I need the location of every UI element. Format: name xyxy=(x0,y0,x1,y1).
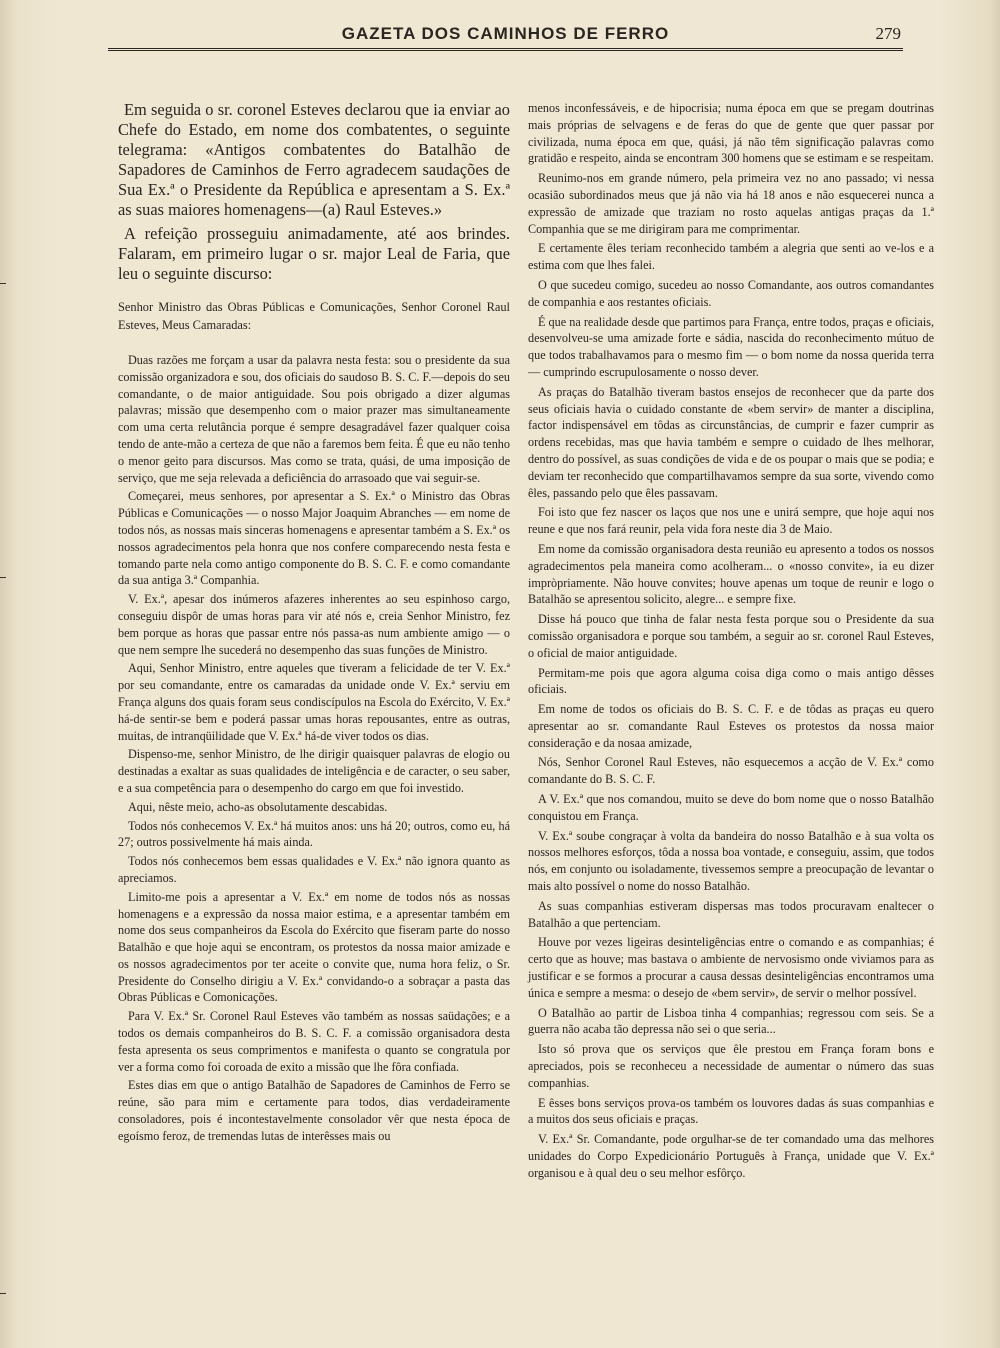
intro-paragraph: Em seguida o sr. coronel Esteves declarou que ia enviar ao Chefe do Estado, em nome dos combatentes, o seguinte telegrama: «Antigos combatentes do Batalhão de Sapadores de Caminhos de Ferro agradecem saudações de Sua Ex.ª o Presidente da República e apresentam a S. Ex.ª as suas maiores homenagens—(a) Raul Esteves.» xyxy=(118,100,510,219)
intro-paragraph: A refeição prosseguiu animadamente, até aos brindes. Falaram, em primeiro lugar o sr. major Leal de Faria, que leu o seguinte discurso: xyxy=(118,224,510,283)
body-paragraph: E êsses bons serviços prova-os também os louvores dadas ás suas companhias e a muitos dos seus oficiais e praças. xyxy=(528,1095,934,1127)
body-paragraph: Todos nós conhecemos bem essas qualidades e V. Ex.ª não ignora quanto as apreciamos. xyxy=(118,854,510,885)
body-paragraph: O que sucedeu comigo, sucedeu ao nosso Comandante, aos outros comandantes de companhia e aos restantes oficiais. xyxy=(528,277,934,309)
body-paragraph: Nós, Senhor Coronel Raul Esteves, não esquecemos a acção de V. Ex.ª como comandante do B. S. C. F. xyxy=(528,755,934,787)
body-paragraph: Reunimo-nos em grande número, pela primeira vez no ano passado; vi nessa ocasião subordinados meus que já não via há 18 anos e não esquecerei nunca a expressão de amizade que traziam no rosto aquelas antigas praças da 1.ª Companhia que se me dirigiram para me comprimentar. xyxy=(528,171,934,236)
body-paragraph: Permitam-me pois que agora alguma coisa diga como o mais antigo dêsses oficiais. xyxy=(528,665,934,697)
body-paragraph: Estes dias em que o antigo Batalhão de Sapadores de Caminhos de Ferro se reúne, são para mim e certamente para todos, dias verdadeiramente consoladores, pois é incontestavelmente consolador vêr que nesta época de egoísmo feroz, de tremendas lutas de interêsses mais ou xyxy=(118,1078,510,1143)
body-paragraph: menos inconfessáveis, e de hipocrisia; numa época em que se pregam doutrinas mais próprias de selvagens e de feras do que de gente que quer passar por civilizada, numa época em que, quási, já não têm significação palavras como gratidão e respeito, ainda se encontram 300 homens que se estimam e se respeitam. xyxy=(528,101,934,166)
body-paragraph: Para V. Ex.ª Sr. Coronel Raul Esteves vão também as nossas saüdações; e a todos os demais companheiros do B. S. C. F. a comissão organisadora desta festa apresenta os seus comprimentos e manifesta o quanto se congratula por ver a forma como foi coroada de exito a missão que lhe fôra confiada. xyxy=(118,1009,510,1074)
body-paragraph: Aqui, nêste meio, acho-as obsolutamente descabidas. xyxy=(128,799,388,814)
body-paragraph: Limito-me pois a apresentar a V. Ex.ª em nome de todos nós as nossas homenagens e a expressão da nossa maior estima, e a apresentar também em nome dos seus companheiros da Escola do Exército que fiseram parte do nosso Batalhão e que hoje aqui se encontram, os protestos da nossa maior amizade e os nossos agradecimentos por ter aceite o convite que, numa hora feliz, o Sr. Presidente do Conselho dirigiu a V. Ex.ª convidando-o a sobraçar a pasta das Obras Públicas e Comonicações. xyxy=(118,889,510,1005)
body-paragraph: Duas razões me forçam a usar da palavra nesta festa: sou o presidente da sua comissão organizadora e sou, dos oficiais do saudoso B. S. C. F.—depois do seu comandante, o de maior antiguidade. Sou pois obrigado a dizer algumas palavras; missão que desempenho com o maior prazer mas simultaneamente com uma certa relutância porque é sempre desagradável fazer qualquer coisa tendo de ante-mão a certeza de que não a faremos bem feita. É que eu não tenho o menor geito para discursos. Mas como se trata, quási, de uma imposição de serviço, que me seja relevada a deficiência do arrasoado que vai seguir-se. xyxy=(118,353,510,485)
margin-mark xyxy=(0,283,6,284)
speech-salutation: Senhor Ministro das Obras Públicas e Comunicações, Senhor Coronel Raul Esteves, Meus Camaradas: xyxy=(118,300,510,332)
margin-mark xyxy=(0,1293,6,1294)
body-paragraph: É que na realidade desde que partimos para França, entre todos, praças e oficiais, desenvolveu-se uma amizade forte e sádia, nascida do reconhecimento mútuo de que todos trabalhavamos para o mesmo fim — o bom nome da nossa querida terra — cumprindo escrupulosamente o nosso dever. xyxy=(528,314,934,379)
publication-title: GAZETA DOS CAMINHOS DE FERRO xyxy=(341,24,670,43)
page-header xyxy=(108,22,903,51)
body-paragraph: A V. Ex.ª que nos comandou, muito se deve do bom nome que o nosso Batalhão conquistou em França. xyxy=(528,792,934,823)
body-paragraph: Foi isto que fez nascer os laços que nos une e unirá sempre, que hoje aqui nos reune e que nos fará reunir, pela vida fora neste dia 3 de Maio. xyxy=(528,505,934,537)
body-paragraph: E certamente êles teriam reconhecido também a alegria que senti ao ve-los e a estima com que lhes falei. xyxy=(528,241,934,273)
body-paragraph: Em nome de todos os oficiais do B. S. C. F. e de tôdas as praças eu quero apresentar ao sr. comandante Raul Esteves os protestos da nossa maior consideração e da nosaa amizade, xyxy=(528,702,934,750)
body-paragraph: Disse há pouco que tinha de falar nesta festa porque sou o Presidente da sua comissão organisadora e porque sou também, a seguir ao sr. coronel Raul Esteves, o oficial de maior antiguidade. xyxy=(528,612,934,660)
body-paragraph: Em nome da comissão organisadora desta reunião eu apresento a todos os nossos agradecimentos pela maneira como acolheram... o «nosso convite», ia eu dizer impròpriamente. Não houve convites; houve apenas um toque de reunir e logo o Batalhão se apresentou solicito, alegre... e sempre fixe. xyxy=(528,541,934,607)
margin-mark xyxy=(0,577,6,578)
left-column xyxy=(118,100,510,1147)
right-column xyxy=(528,100,934,1185)
page-number: 279 xyxy=(875,24,901,43)
body-paragraph: As praças do Batalhão tiveram bastos ensejos de reconhecer que da parte dos seus oficiais havia o cuidado constante de «bem servir» de manter a disciplina, factor indispensável em tôdas as circunstâncias, de cumprir e fazer cumprir as ordens recebidas, mas que havia também e sempre o cuidado de lhes melhorar, dentro do possível, as suas condições de vida e de os poupar o mais que se podia; e deviam ter reconhecido que compartilhavamos sempre da sua sorte, vivendo como êles, passando pelo que êles passavam. xyxy=(528,384,934,500)
body-paragraph: Dispenso-me, senhor Ministro, de lhe dirigir quaisquer palavras de elogio ou destinadas a exaltar as suas qualidades de inteligência e de caracter, o seu saber, e a sua competência para o desempenho do cargo em que foi investido. xyxy=(118,747,510,795)
body-paragraph: O Batalhão ao partir de Lisboa tinha 4 companhias; regressou com seis. Se a guerra não acaba tão depressa não sei o que seria... xyxy=(528,1005,934,1037)
body-paragraph: Todos nós conhecemos V. Ex.ª há muitos anos: uns há 20; outros, como eu, há 27; outros possivelmente há mais ainda. xyxy=(118,818,510,850)
body-paragraph: Houve por vezes ligeiras desinteligências entre o comando e as companhias; é certo que as houve; mas bastava o ambiente de nervosismo onde viviamos para as justificar e se formos a procurar a causa dessas desinteligências encontramos uma única e sempre a mesma: o desejo de «bem servir», de servir o melhor possível. xyxy=(528,935,934,1000)
body-paragraph: As suas companhias estiveram dispersas mas todos procuravam enaltecer o Batalhão a que pertenciam. xyxy=(528,898,934,930)
body-paragraph: Aqui, Senhor Ministro, entre aqueles que tiveram a felicidade de ter V. Ex.ª por seu comandante, entre os camaradas da unidade onde V. Ex.ª serviu em França alguns dos quais foram seus condiscípulos na Escola do Exército, V. Ex.ª há-de sentir-se bem e poderá passar umas horas repousantes, entre as outras, muitas, de intranqüilidade que V. Ex.ª há-de viver todos os dias. xyxy=(118,661,510,743)
body-paragraph: Começarei, meus senhores, por apresentar a S. Ex.ª o Ministro das Obras Públicas e Comunicações — o nosso Major Joaquim Abranches — em nome de todos nós, as nossas mais sinceras homenagens e apresentar também a S. Ex.ª os nossos agradecimentos pela honra que nos confere comparecendo nesta festa e tomando parte nela como antigo componente do B. S. C. F. e como comandante da sua antiga 3.ª Companhia. xyxy=(118,489,510,588)
body-paragraph: V. Ex.ª, apesar dos inúmeros afazeres inherentes ao seu espinhoso cargo, conseguiu dispôr de umas horas para vir até nós e, creia Senhor Ministro, fez bem porque as horas que passar entre nós passa-as num ambiente amigo — o que nem sempre lhe sucederá no desempenho das suas funções de Ministro. xyxy=(118,592,510,657)
body-paragraph: V. Ex.ª soube congraçar à volta da bandeira do nosso Batalhão e à sua volta os nossos melhores esforços, tôda a nossa boa vontade, e conseguiu, assim, que todos nós, em conjunto ou isoladamente, tivessemos sempre a preocupação de levantar o mais alto possível o nome do nosso Batalhão. xyxy=(528,828,934,894)
body-paragraph: Isto só prova que os serviços que êle prestou em França foram bons e apreciados, pois se reconheceu a necessidade de aumentar o número das suas companhias. xyxy=(528,1042,934,1090)
body-paragraph: V. Ex.ª Sr. Comandante, pode orgulhar-se de ter comandado uma das melhores unidades do Corpo Expedicionário Português à França, unidade que V. Ex.ª organisou e à qual deu o seu melhor esfôrço. xyxy=(528,1132,934,1180)
